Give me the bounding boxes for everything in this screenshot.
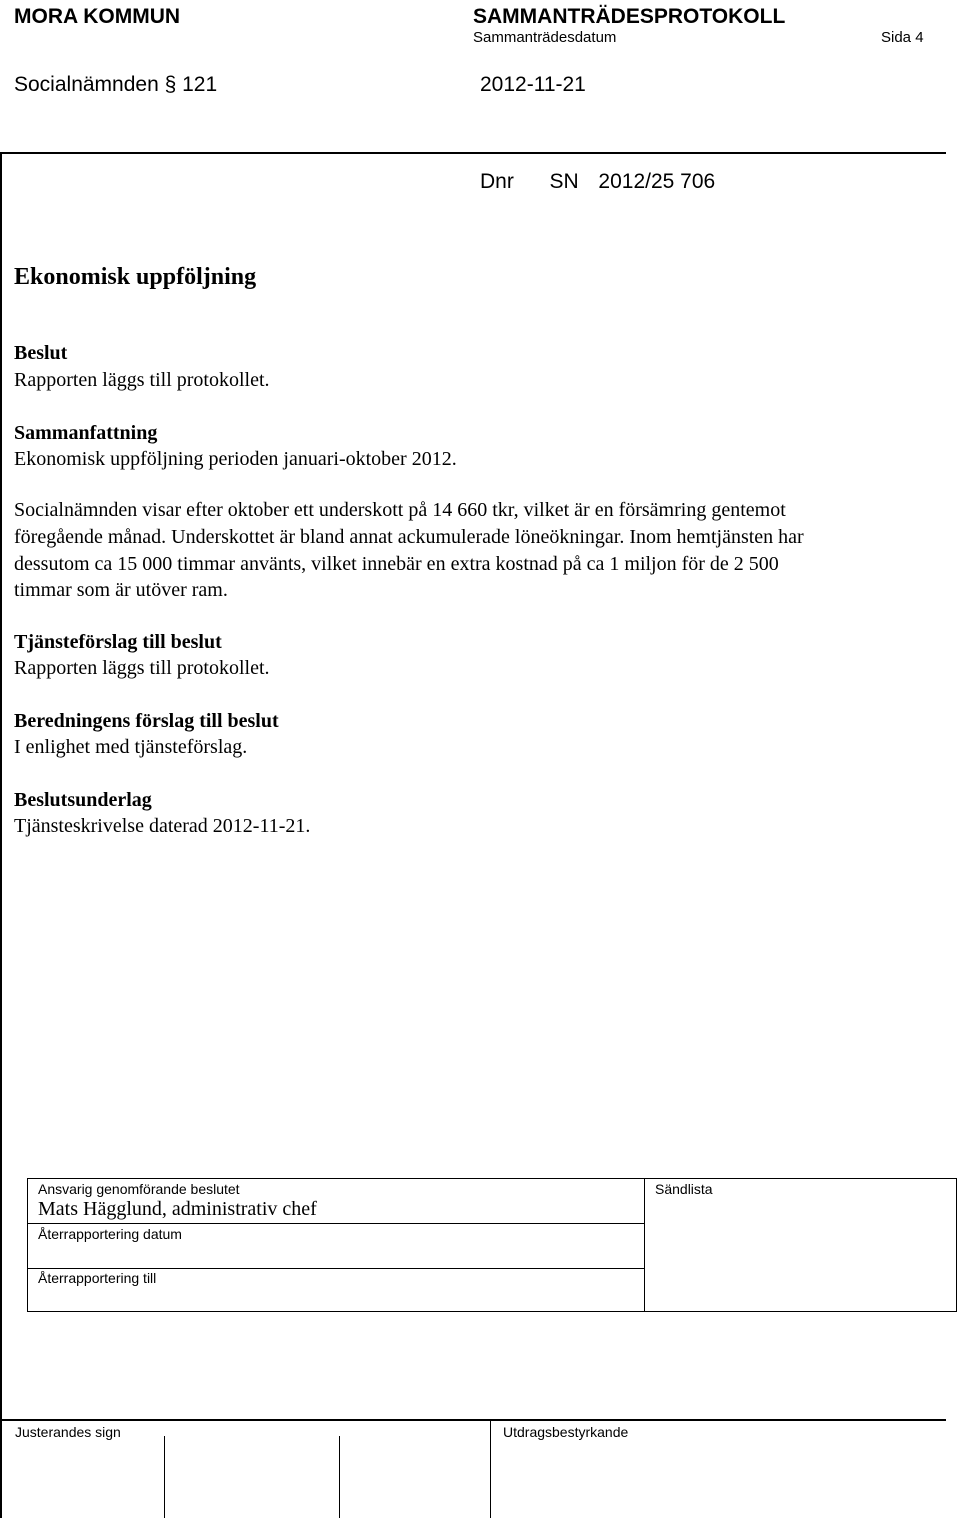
box-divider-2 (27, 1268, 644, 1269)
doc-type: SAMMANTRÄDESPROTOKOLL (473, 5, 786, 28)
meeting-date: 2012-11-21 (480, 73, 586, 96)
sandlista-label: Sändlista (655, 1181, 713, 1197)
tjansteforslag-heading-text: Tjänsteförslag till beslut (14, 631, 222, 653)
ansvarig-label: Ansvarig genomförande beslutet (38, 1181, 240, 1197)
sammanfattning-p2-l1: Socialnämnden visar efter oktober ett underskott på 14 660 tkr, vilket är en försämring gentemot (14, 499, 786, 521)
dnr (480, 170, 715, 194)
sign-box-divider-1 (164, 1436, 165, 1518)
sign-box-divider-2 (339, 1436, 340, 1518)
box-divider-1 (27, 1223, 644, 1224)
meeting-date-label: Sammanträdesdatum (473, 29, 617, 46)
aterrapportering-datum-label: Återrapportering datum (38, 1226, 182, 1242)
tjansteforslag-heading (14, 629, 222, 656)
beredning-heading (14, 708, 279, 735)
aterrapportering-till-label: Återrapportering till (38, 1270, 157, 1286)
beslutsunderlag-heading (14, 787, 152, 814)
tjansteforslag-text: Rapporten läggs till protokollet. (14, 657, 270, 679)
sammanfattning-p2-l4: timmar som är utöver ram. (14, 579, 228, 601)
justerandes-label: Justerandes sign (15, 1424, 121, 1440)
sign-box-divider-3 (490, 1419, 491, 1518)
footer-rule (0, 1419, 946, 1421)
beslut-heading (14, 340, 67, 367)
paragraph-number: § 121 (164, 73, 218, 96)
left-border (0, 152, 2, 1518)
top-rule (0, 152, 946, 154)
committee-name (14, 73, 217, 97)
sammanfattning-heading (14, 420, 157, 447)
beslutsunderlag-text: Tjänsteskrivelse daterad 2012-11-21. (14, 815, 311, 837)
sammanfattning-p2-l2: föregående månad. Underskottet är bland annat ackumulerade löneökningar. Inom hemtjänsten har (14, 526, 804, 548)
box-divider-vertical (644, 1178, 645, 1312)
beredning-heading-text: Beredningens förslag till beslut (14, 710, 279, 732)
utdrag-label: Utdragsbestyrkande (503, 1424, 629, 1440)
beslut-text: Rapporten läggs till protokollet. (14, 369, 270, 391)
sammanfattning-p2-l3: dessutom ca 15 000 timmar använts, vilket innebär en extra kostnad på ca 1 miljon för de 2 500 (14, 553, 779, 575)
dnr-prefix: SN (549, 170, 579, 193)
dnr-label: Dnr (480, 170, 514, 193)
beslut-heading-text: Beslut (14, 342, 68, 364)
page-title: Ekonomisk uppföljning (14, 264, 257, 290)
beslutsunderlag-heading-text: Beslutsunderlag (14, 789, 152, 811)
org-name: MORA KOMMUN (14, 5, 181, 28)
sammanfattning-line1: Ekonomisk uppföljning perioden januari-oktober 2012. (14, 448, 457, 470)
sammanfattning-heading-text: Sammanfattning (14, 422, 158, 444)
beredning-text: I enlighet med tjänsteförslag. (14, 736, 248, 758)
page-number: Sida 4 (881, 29, 924, 46)
committee-body: Socialnämnden (14, 73, 159, 96)
dnr-number: 2012/25 706 (598, 170, 716, 193)
ansvarig-value: Mats Hägglund, administrativ chef (38, 1198, 317, 1220)
